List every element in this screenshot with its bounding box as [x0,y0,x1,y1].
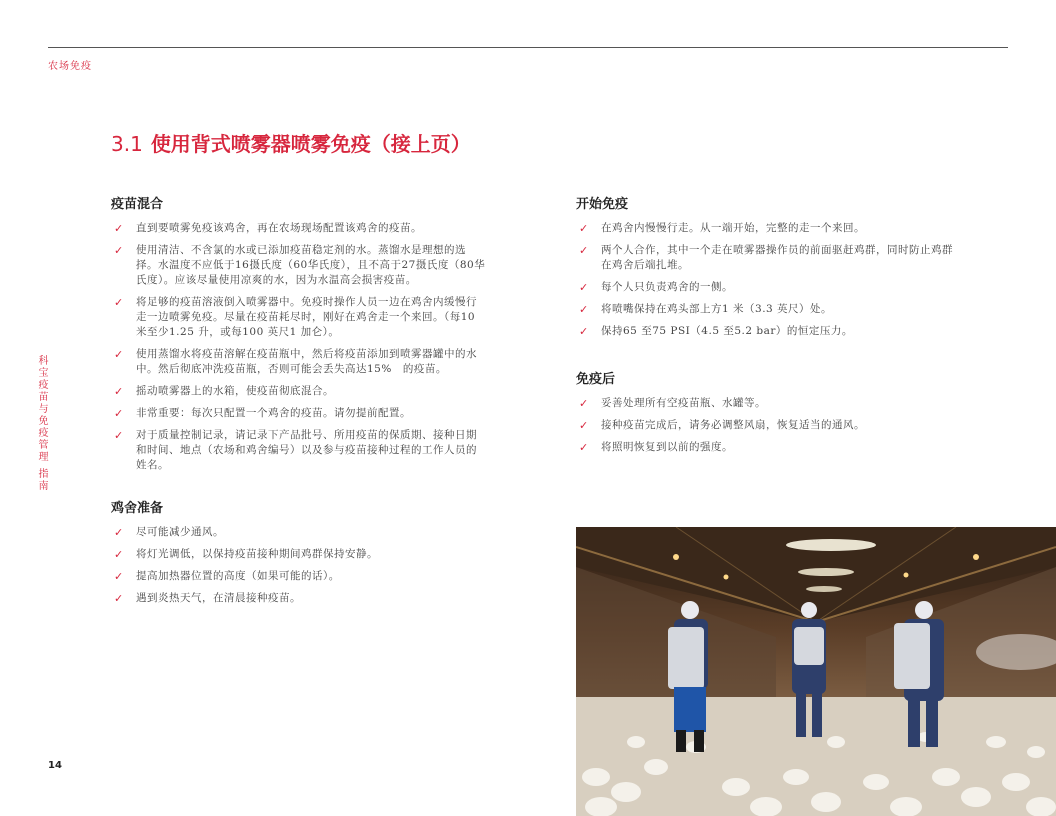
check-icon: ✓ [579,419,589,432]
top-rule [48,47,1008,48]
right-column [576,193,956,462]
check-icon: ✓ [114,526,124,539]
check-icon: ✓ [114,296,124,309]
check-icon: ✓ [579,441,589,454]
check-icon: ✓ [114,570,124,583]
title-number: 3.1 [111,132,143,156]
list-item: ✓ 将照明恢复到以前的强度。 [579,441,733,454]
start-vaccination-list [576,221,956,339]
section-tag: 农场免疫 [48,61,92,72]
spray-vaccination-illustration [576,527,1056,816]
vaccine-mixing-list [111,221,486,473]
page-title [111,128,471,157]
check-icon: ✓ [579,397,589,410]
check-icon: ✓ [579,303,589,316]
check-icon: ✓ [114,385,124,398]
check-icon: ✓ [579,244,589,257]
after-vaccination-heading: 免疫后 [576,372,616,387]
start-vaccination-heading: 开始免疫 [576,197,629,212]
list-item: ✓ 直到要喷雾免疫该鸡舍，再在农场现场配置该鸡舍的疫苗。 [114,222,422,235]
check-icon: ✓ [114,222,124,235]
list-item: ✓ 使用蒸馏水将疫苗溶解在疫苗瓶中，然后将疫苗添加到喷雾器罐中的水中。然后彻底冲洗疫苗瓶，否则可能会丢失高达15% 的疫苗。 [114,348,477,375]
list-item: ✓ 尽可能减少通风。 [114,526,224,539]
list-item: ✓ 在鸡舍内慢慢行走。从一端开始，完整的走一个来回。 [579,222,865,235]
list-item: ✓ 将灯光调低，以保持疫苗接种期间鸡群保持安静。 [114,548,378,561]
check-icon: ✓ [114,548,124,561]
list-item: ✓ 每个人只负责鸡舍的一侧。 [579,281,733,294]
poultry-house-photo [576,527,1056,816]
title-text: 使用背式喷雾器喷雾免疫（接上页） [150,132,471,156]
page-number: 14 [48,760,62,771]
list-item: ✓ 使用清洁、不含氯的水或已添加疫苗稳定剂的水。蒸馏水是理想的选择。水温度不应低于16摄氏度（60华氏度），且不高于27摄氏度（80华氏度）。应该尽量使用凉爽的水，因为水温高会损害疫苗。 [114,244,486,286]
check-icon: ✓ [114,429,124,442]
list-item: ✓ 妥善处理所有空疫苗瓶、水罐等。 [579,397,766,410]
check-icon: ✓ [114,407,124,420]
after-vaccination-list [576,396,956,455]
check-icon: ✓ [114,244,124,257]
left-column [111,193,486,613]
check-icon: ✓ [579,325,589,338]
vaccine-mixing-heading: 疫苗混合 [111,197,164,212]
list-item: ✓ 两个人合作，其中一个走在喷雾器操作员的前面驱赶鸡群，同时防止鸡群在鸡舍后端扎堆。 [579,244,953,271]
check-icon: ✓ [114,348,124,361]
house-prep-heading: 鸡舍准备 [111,501,164,516]
side-tag: 科宝疫苗与免疫管理 指南 [36,355,47,493]
house-prep-list [111,525,486,606]
list-item: ✓ 将足够的疫苗溶液倒入喷雾器中。免疫时操作人员一边在鸡舍内缓慢行走一边喷雾免疫。尽量在疫苗耗尽时，刚好在鸡舍走一个来回。（每10 米至少1.25 升，或每100 英尺1 加仑）。 [114,296,477,338]
list-item: ✓ 摇动喷雾器上的水箱，使疫苗彻底混合。 [114,385,334,398]
list-item: ✓ 遇到炎热天气，在清晨接种疫苗。 [114,592,301,605]
list-item: ✓ 接种疫苗完成后，请务必调整风扇，恢复适当的通风。 [579,419,865,432]
check-icon: ✓ [579,281,589,294]
check-icon: ✓ [114,592,124,605]
list-item: ✓ 非常重要：每次只配置一个鸡舍的疫苗。请勿提前配置。 [114,407,411,420]
list-item: ✓ 将喷嘴保持在鸡头部上方1 米（3.3 英尺）处。 [579,303,833,316]
list-item: ✓ 对于质量控制记录，请记录下产品批号、所用疫苗的保质期、接种日期和时间、地点（农场和鸡舍编号）以及参与疫苗接种过程的工作人员的姓名。 [114,429,477,471]
check-icon: ✓ [579,222,589,235]
list-item: ✓ 保持65 至75 PSI（4.5 至5.2 bar）的恒定压力。 [579,325,853,338]
list-item: ✓ 提高加热器位置的高度（如果可能的话）。 [114,570,340,583]
